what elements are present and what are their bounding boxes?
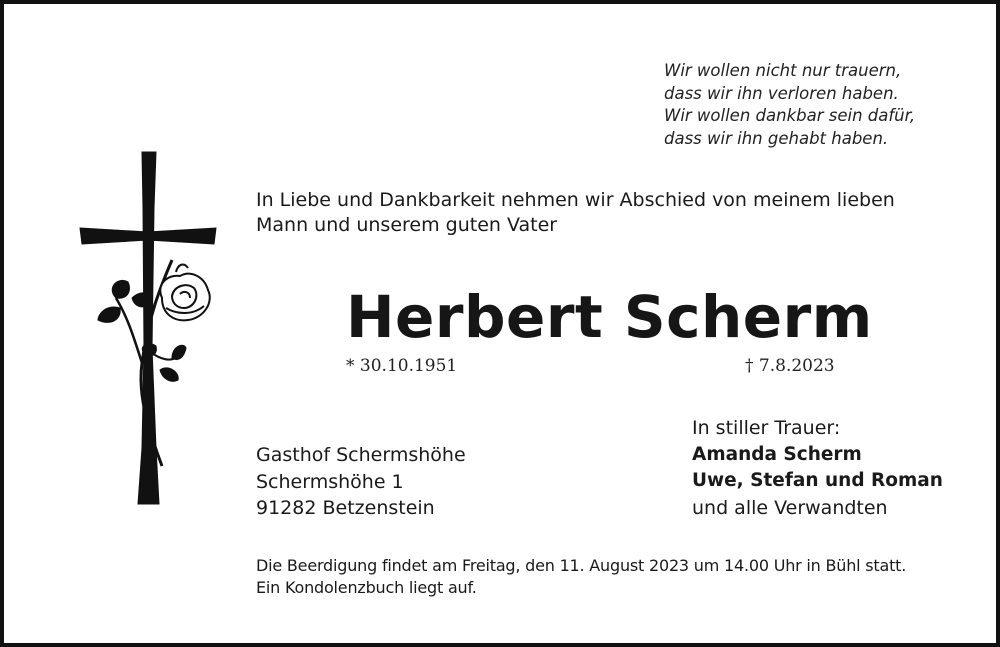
mourner-name: Uwe, Stefan und Roman (692, 470, 943, 491)
poem-verse (664, 60, 984, 150)
intro-line: Mann und unserem guten Vater (256, 214, 558, 236)
deceased-name: Herbert Scherm (346, 283, 873, 351)
intro-line: In Liebe und Dankbarkeit nehmen wir Abschied von meinem lieben (256, 189, 895, 211)
mourners-heading: In stiller Trauer: (692, 417, 841, 439)
funeral-details (256, 555, 986, 599)
funeral-line: Die Beerdigung findet am Freitag, den 11. August 2023 um 14.00 Uhr in Bühl statt. (256, 556, 907, 575)
mourners-list (692, 415, 943, 521)
cross-with-rose-icon (76, 148, 226, 510)
mourner-name: Amanda Scherm (692, 443, 862, 465)
farewell-intro (256, 188, 976, 238)
family-address (256, 442, 466, 522)
mourners-others: und alle Verwandten (692, 496, 888, 519)
address-line: Gasthof Schermshöhe (256, 444, 466, 466)
poem-line: Wir wollen dankbar sein dafür, (664, 106, 916, 125)
address-line: 91282 Betzenstein (256, 497, 435, 519)
death-date: † 7.8.2023 (745, 356, 835, 376)
poem-line: Wir wollen nicht nur trauern, (664, 61, 902, 80)
funeral-line: Ein Kondolenzbuch liegt auf. (256, 578, 477, 597)
poem-line: dass wir ihn verloren haben. (664, 83, 899, 103)
poem-line: dass wir ihn gehabt haben. (664, 128, 889, 148)
address-line: Schermshöhe 1 (256, 470, 404, 493)
birth-date: * 30.10.1951 (346, 356, 458, 376)
